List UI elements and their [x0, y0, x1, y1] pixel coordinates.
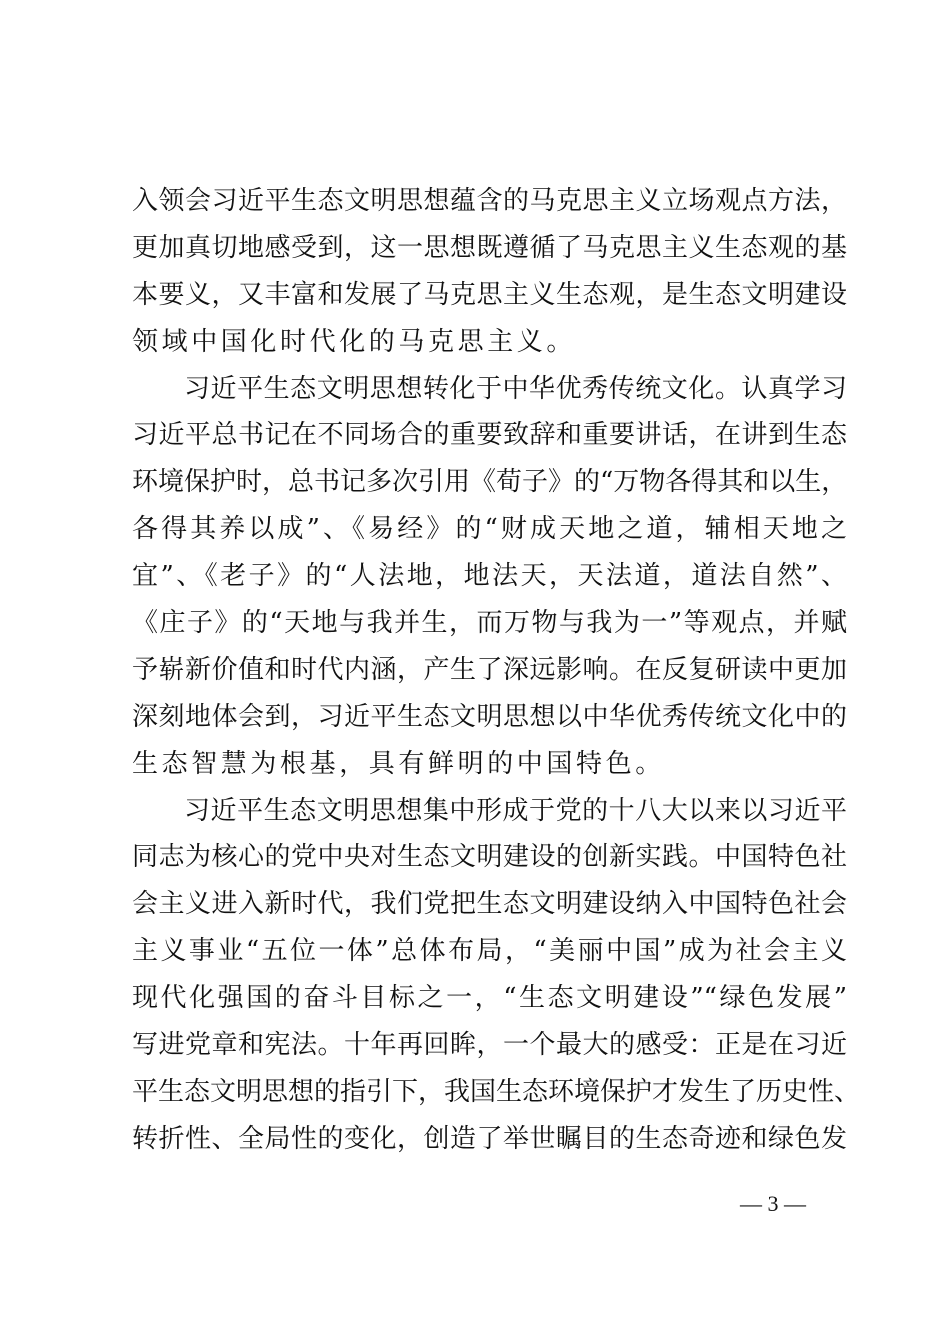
- text-line: 写进党章和宪法。十年再回眸，一个最大的感受：正是在习近: [132, 1030, 847, 1061]
- text-line: 转折性、全局性的变化，创造了举世瞩目的生态奇迹和绿色发: [132, 1123, 847, 1154]
- text-line: 现代化强国的奋斗目标之一，“生态文明建设”“绿色发展”: [132, 983, 847, 1014]
- text-line: 予崭新价值和时代内涵，产生了深远影响。在反复研读中更加: [132, 654, 847, 685]
- text-line: 深刻地体会到，习近平生态文明思想以中华优秀传统文化中的: [132, 701, 847, 732]
- text-line: 生态智慧为根基，具有鲜明的中国特色。: [132, 748, 665, 779]
- text-line: 习近平生态文明思想转化于中华优秀传统文化。认真学习: [184, 373, 847, 404]
- text-line: 宜”、《老子》的“人法地，地法天，天法道，道法自然”、: [132, 561, 847, 592]
- text-line: 平生态文明思想的指引下，我国生态环境保护才发生了历史性、: [132, 1076, 861, 1107]
- text-line: 各得其养以成”、《易经》的“财成天地之道，辅相天地之: [132, 514, 847, 545]
- text-line: 《庄子》的“天地与我并生，而万物与我为一”等观点，并赋: [132, 608, 847, 639]
- body-text: [132, 178, 861, 1163]
- text-line: 更加真切地感受到，这一思想既遵循了马克思主义生态观的基: [132, 232, 847, 263]
- text-line: 会主义进入新时代，我们党把生态文明建设纳入中国特色社会: [132, 889, 847, 920]
- text-line: 主义事业“五位一体”总体布局，“美丽中国”成为社会主义: [132, 936, 847, 967]
- text-line: 习近平总书记在不同场合的重要致辞和重要讲话，在讲到生态: [132, 420, 847, 451]
- text-line: 入领会习近平生态文明思想蕴含的马克思主义立场观点方法，: [132, 186, 847, 216]
- text-line: 领域中国化时代化的马克思主义。: [132, 326, 577, 357]
- text-line: 环境保护时，总书记多次引用《荀子》的“万物各得其和以生，: [132, 467, 848, 498]
- text-line: 同志为核心的党中央对生态文明建设的创新实践。中国特色社: [132, 842, 847, 873]
- page-number: — 3 —: [740, 1191, 806, 1216]
- text-line: 本要义，又丰富和发展了马克思主义生态观，是生态文明建设: [132, 279, 847, 310]
- text-line: 习近平生态文明思想集中形成于党的十八大以来以习近平: [184, 795, 847, 826]
